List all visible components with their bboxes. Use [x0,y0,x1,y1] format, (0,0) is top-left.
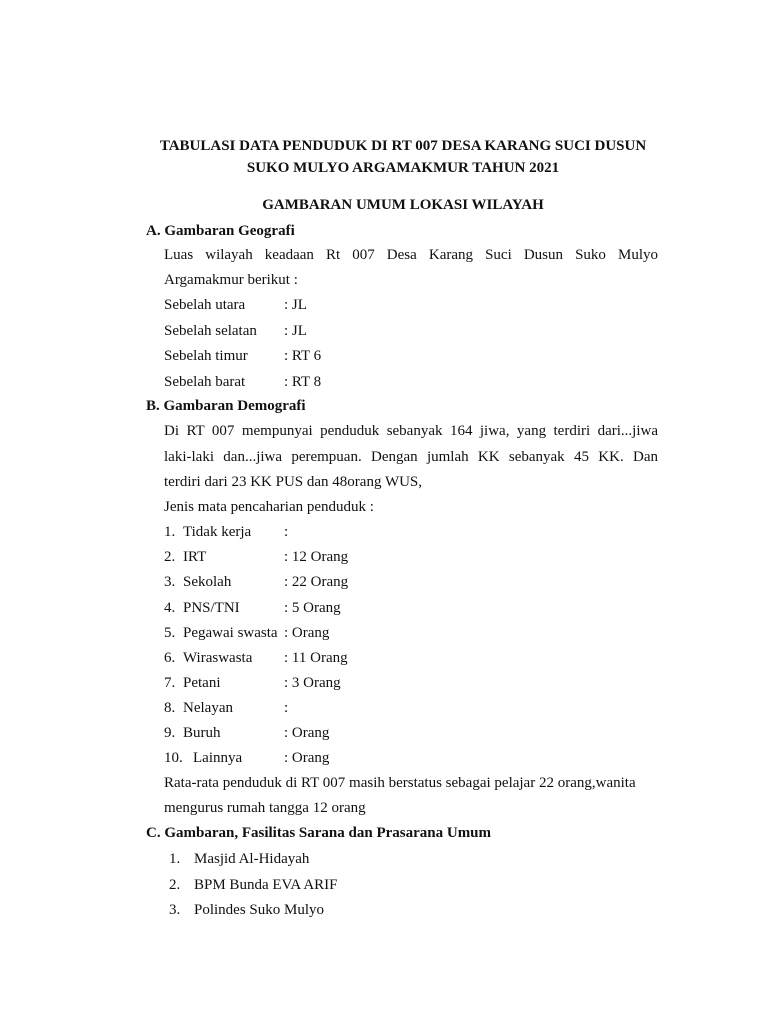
summary-line-1: Rata-rata penduduk di RT 007 masih berstatus sebagai pelajar 22 orang,wanita [164,775,636,791]
job-value: : 3 Orang [284,675,341,691]
job-label: PNS/TNI [183,600,240,616]
job-number: 10. [164,750,183,766]
job-number: 9. [164,725,176,741]
job-value: : Orang [284,725,330,741]
job-number: 1. [164,524,176,540]
facility-number: 2. [169,877,181,893]
job-label: Buruh [183,725,221,741]
job-label: Nelayan [183,700,233,716]
job-label: Pegawai swasta [183,625,278,641]
section-b-para-line-3: terdiri dari 23 KK PUS dan 48orang WUS, [164,474,423,490]
job-value: : 5 Orang [284,600,341,616]
job-number: 4. [164,600,176,616]
border-value: : JL [284,297,307,313]
border-value: : RT 8 [284,374,322,390]
border-label: Sebelah utara [164,297,246,313]
job-value: : 12 Orang [284,549,349,565]
job-number: 8. [164,700,176,716]
job-number: 3. [164,574,176,590]
job-value: : 22 Orang [284,574,349,590]
facility-label: BPM Bunda EVA ARIF [194,877,338,893]
job-number: 2. [164,549,176,565]
document-title-line-2: SUKO MULYO ARGAMAKMUR TAHUN 2021 [246,160,560,176]
document-title-line-1: TABULASI DATA PENDUDUK DI RT 007 DESA KARANG SUCI DUSUN [159,138,647,154]
job-label: Lainnya [193,750,243,766]
border-value: : JL [284,323,307,339]
job-value: : Orang [284,625,330,641]
summary-line-2: mengurus rumah tangga 12 orang [164,800,366,816]
facility-label: Polindes Suko Mulyo [194,902,325,918]
job-value: : Orang [284,750,330,766]
section-b-heading: B. Gambaran Demografi [146,398,306,414]
section-a-heading: A. Gambaran Geografi [146,223,295,239]
job-value: : 11 Orang [284,650,348,666]
job-number: 5. [164,625,176,641]
job-number: 7. [164,675,176,691]
job-label: IRT [183,549,207,565]
job-label: Wiraswasta [183,650,253,666]
section-c-heading: C. Gambaran, Fasilitas Sarana dan Prasarana Umum [146,825,492,841]
job-number: 6. [164,650,176,666]
section-b-para-line-2: laki-laki dan...jiwa perempuan. Dengan jumlah KK sebanyak 45 KK. Dan [164,449,658,465]
job-label: Tidak kerja [183,524,252,540]
job-label: Sekolah [183,574,232,590]
job-label: Petani [183,675,221,691]
document-subtitle: GAMBARAN UMUM LOKASI WILAYAH [262,197,544,213]
border-label: Sebelah barat [164,374,246,390]
facility-label: Masjid Al-Hidayah [194,851,310,867]
section-b-para-line-1: Di RT 007 mempunyai penduduk sebanyak 164 jiwa, yang terdiri dari...jiwa [164,423,658,439]
border-label: Sebelah selatan [164,323,257,339]
border-label: Sebelah timur [164,348,248,364]
facility-number: 3. [169,902,181,918]
jobs-intro: Jenis mata pencaharian penduduk : [164,499,374,515]
section-a-intro-line-1: Luas wilayah keadaan Rt 007 Desa Karang Suci Dusun Suko Mulyo [164,247,658,263]
border-value: : RT 6 [284,348,322,364]
job-value: : [284,700,289,716]
facility-number: 1. [169,851,181,867]
section-a-intro-line-2: Argamakmur berikut : [164,272,298,288]
job-value: : [284,524,289,540]
